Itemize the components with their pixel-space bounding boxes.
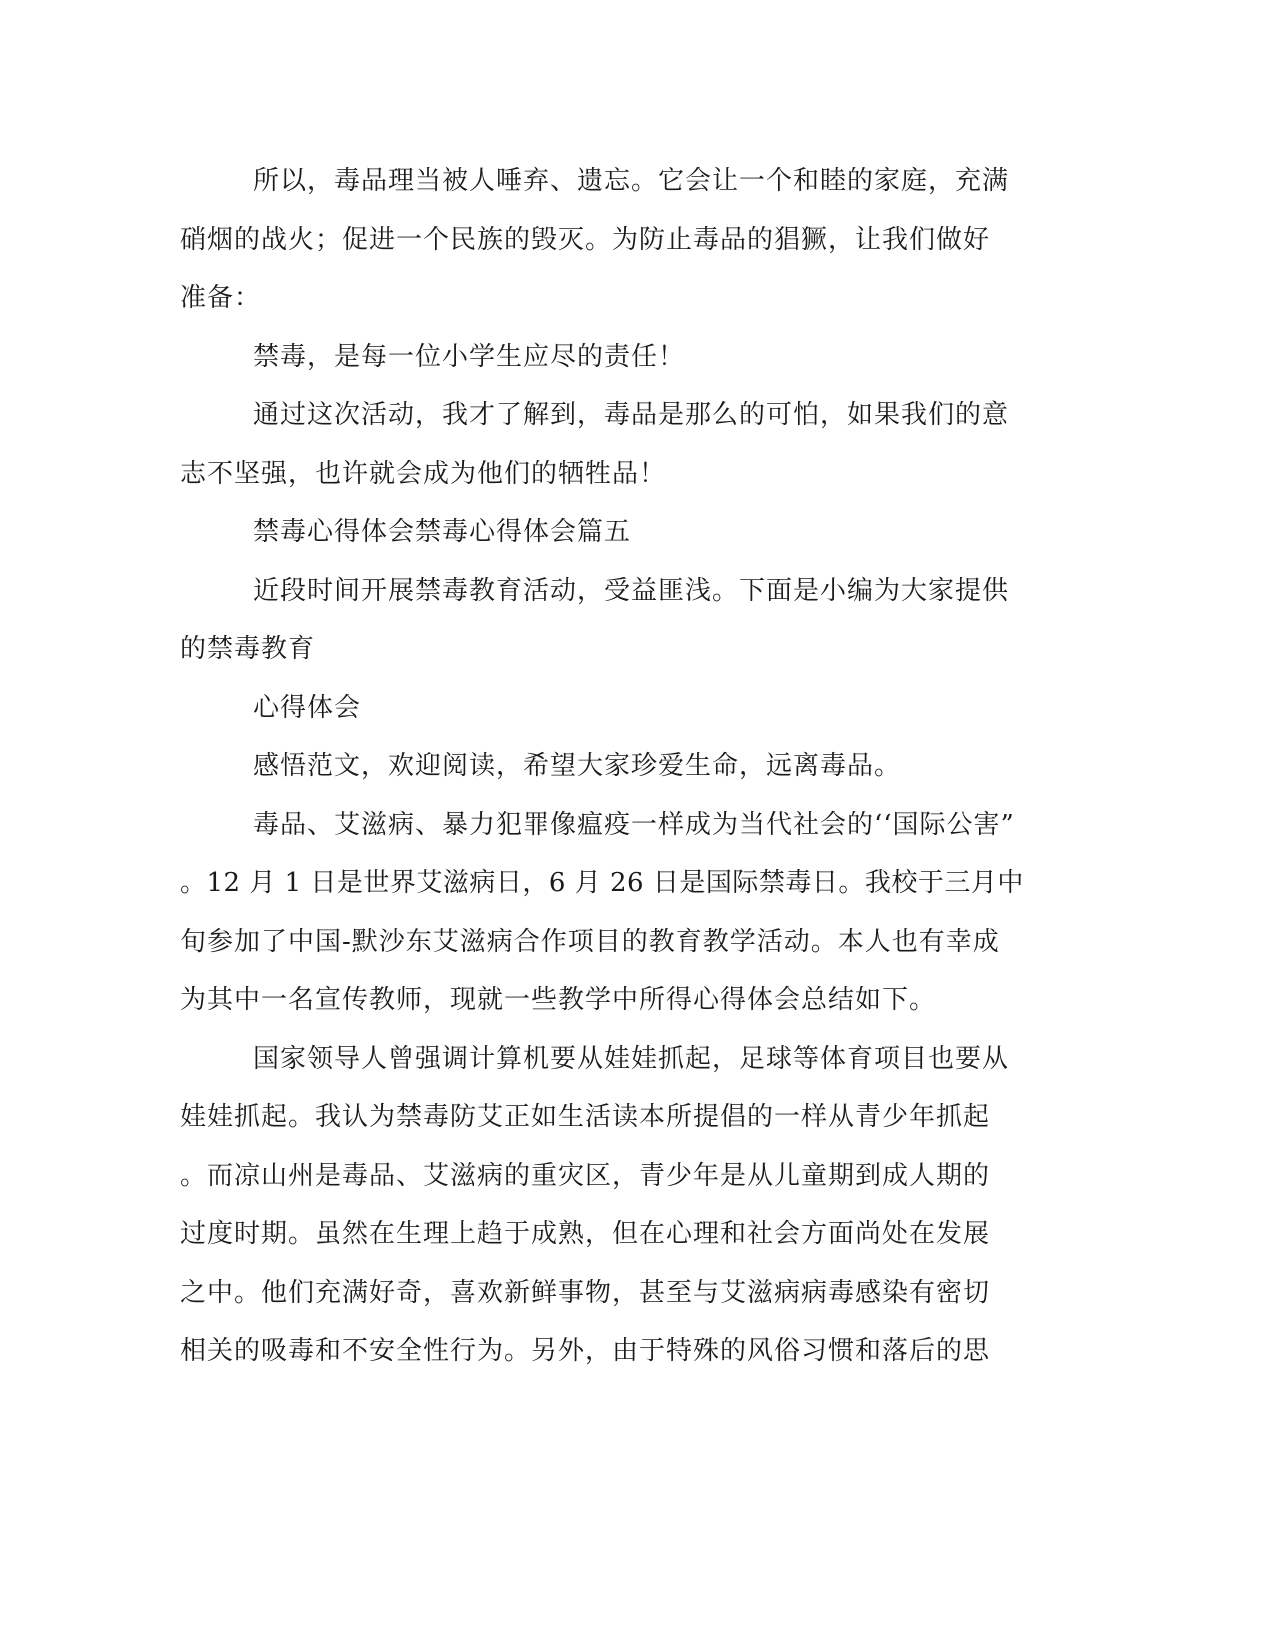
text-line: 过度时期。虽然在生理上趋于成熟，但在心理和社会方面尚处在发展 [180, 1219, 991, 1249]
text-line: 近段时间开展禁毒教育活动，受益匪浅。下面是小编为大家提供 [253, 575, 1010, 606]
text-line: 的禁毒教育 [180, 634, 316, 664]
text-line: 志不坚强，也许就会成为他们的牺牲品！ [180, 458, 667, 489]
text-line: 。而凉山州是毒品、艾滋病的重灾区，青少年是从儿童期到成人期的 [180, 1160, 991, 1191]
text-line: 为其中一名宣传教师，现就一些教学中所得心得体会总结如下。 [180, 985, 937, 1015]
text-line: 国家领导人曾强调计算机要从娃娃抓起，足球等体育项目也要从 [253, 1043, 1010, 1074]
text-line: 硝烟的战火；促进一个民族的毁灭。为防止毒品的猖獗，让我们做好 [180, 224, 991, 255]
text-line: 感悟范文，欢迎阅读，希望大家珍爱生命，远离毒品。 [253, 751, 902, 781]
text-line: 娃娃抓起。我认为禁毒防艾正如生活读本所提倡的一样从青少年抓起 [180, 1102, 991, 1132]
text-line: 旬参加了中国-默沙东艾滋病合作项目的教育教学活动。本人也有幸成 [180, 926, 1000, 957]
text-line: 禁毒心得体会禁毒心得体会篇五 [253, 517, 632, 547]
text-line: 毒品、艾滋病、暴力犯罪像瘟疫一样成为当代社会的‘‘国际公害” [253, 809, 1015, 840]
document-body [180, 152, 1030, 1381]
text-line: 心得体会 [253, 692, 362, 723]
text-line: 禁毒，是每一位小学生应尽的责任！ [253, 341, 686, 372]
text-line: 通过这次活动，我才了解到，毒品是那么的可怕，如果我们的意 [253, 400, 1010, 430]
text-line: 准备： [180, 283, 262, 313]
text-line: 相关的吸毒和不安全性行为。另外，由于特殊的风俗习惯和落后的思 [180, 1336, 991, 1366]
text-line: 所以，毒品理当被人唾弃、遗忘。它会让一个和睦的家庭，充满 [253, 166, 1010, 196]
text-line: 之中。他们充满好奇，喜欢新鲜事物，甚至与艾滋病病毒感染有密切 [180, 1277, 991, 1308]
text-line: 。12 月 1 日是世界艾滋病日，6 月 26 日是国际禁毒日。我校于三月中 [180, 868, 1024, 898]
